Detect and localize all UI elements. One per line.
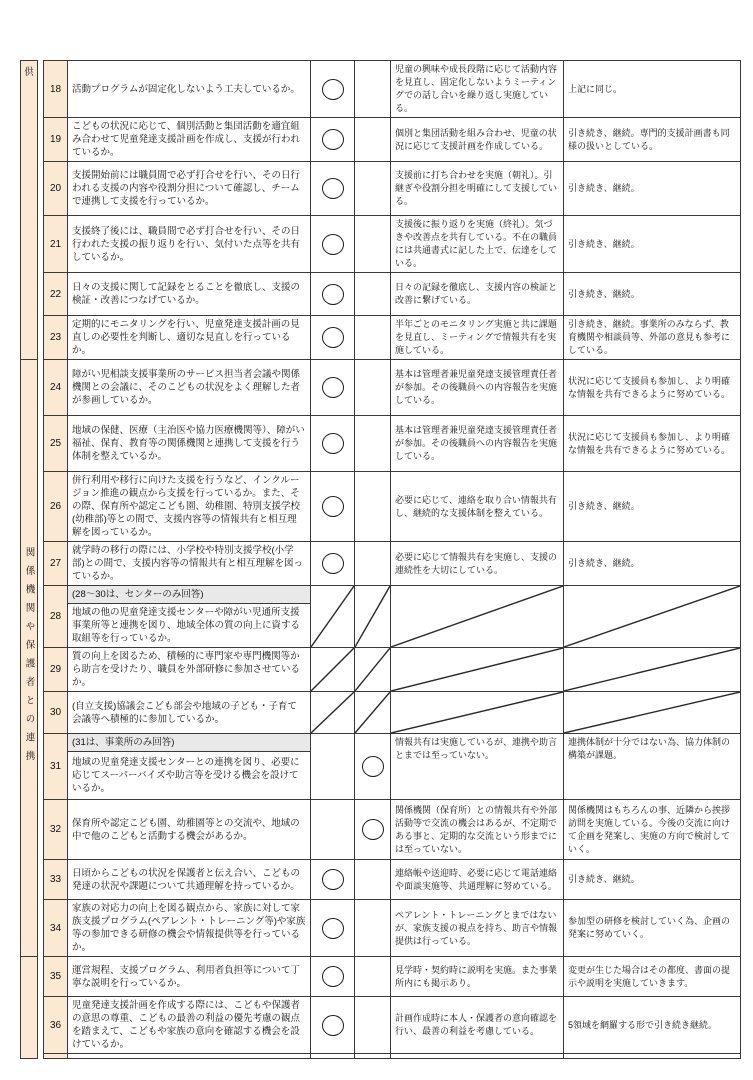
answer-no-cell (355, 800, 391, 860)
answer-yes-cell (311, 800, 355, 860)
circle-mark (322, 178, 344, 199)
diagonal-line-icon (391, 648, 563, 691)
row-number: 22 (44, 273, 68, 316)
note-cell: 引き続き、継続。 (564, 273, 741, 316)
circle-mark (322, 79, 344, 100)
answer-no-cell (355, 542, 391, 586)
answer-no-cell-crossed (355, 648, 391, 692)
answer-no-cell-crossed (355, 692, 391, 734)
detail-cell-crossed (391, 648, 564, 692)
diagonal-line-icon (311, 692, 354, 733)
cutoff-row (21, 1054, 741, 1059)
question-cell: 就学時の移行の際には、小学校や特別支援学校(小学部)との間で、支援内容等の情報共有と相互理解を図っているか。 (68, 542, 311, 586)
question-cell: 定期的にモニタリングを行い、児童発達支援計画の見直しの必要性を判断し、適切な見直しを行っているか。 (68, 316, 311, 360)
detail-cell: 必要に応じて情報共有を実施し、支援の連続性を大切にしている。 (391, 542, 564, 586)
diagonal-line-icon (311, 586, 354, 647)
note-cell: 引き続き、継続。 (564, 472, 741, 542)
row-number: 35 (44, 957, 68, 997)
answer-yes-cell (311, 734, 355, 800)
question-cell: 活動プログラムが固定化しないよう工夫しているか。 (68, 61, 311, 118)
row-number: 24 (44, 360, 68, 416)
note-cell: 上記に同じ。 (564, 61, 741, 118)
table-row (21, 648, 741, 692)
detail-cell: 見学時・契約時に説明を実施。また事業所内にも掲示あり。 (391, 957, 564, 997)
answer-yes-cell-crossed (311, 648, 355, 692)
question-cell: 併行利用や移行に向けた支援を行うなど、インクルージョン推進の観点から支援を行っているか。また、その際、保育所や認定こども園、幼稚園、特別支援学校(幼稚部)等との間で、支援内容等の情報共有と相互理解を図っているか。 (68, 472, 311, 542)
row-number: 29 (44, 648, 68, 692)
row-number: 21 (44, 216, 68, 273)
diagonal-line-icon (564, 586, 740, 647)
circle-mark (322, 553, 344, 574)
answer-yes-cell (311, 216, 355, 273)
answer-no-cell (355, 860, 391, 900)
answer-no-cell (355, 61, 391, 118)
table-row (21, 61, 741, 118)
circle-mark (322, 918, 344, 939)
diagonal-line-icon (355, 648, 390, 691)
answer-yes-cell (311, 472, 355, 542)
answer-yes-cell (311, 118, 355, 162)
row-number: 32 (44, 800, 68, 860)
answer-yes-cell (311, 1054, 355, 1059)
answer-yes-cell (311, 360, 355, 416)
circle-mark (362, 756, 384, 777)
table-row (21, 900, 741, 957)
answer-yes-cell (311, 957, 355, 997)
circle-mark (362, 819, 384, 840)
note-cell-crossed (564, 586, 741, 648)
evaluation-sheet (20, 60, 741, 1059)
question-cell (68, 1054, 311, 1059)
table-row (21, 416, 741, 472)
diagonal-line-icon (355, 692, 390, 733)
detail-cell: 個別と集団活動を組み合わせ、児童の状況に応じて支援計画を作成している。 (391, 118, 564, 162)
answer-no-cell (355, 216, 391, 273)
answer-no-cell (355, 360, 391, 416)
note-cell: 状況に応じて支援員も参加し、より明確な情報を共有できるように努めている。 (564, 360, 741, 416)
detail-cell: 情報共有は実施しているが、連携や助言とまでは至っていない。 (391, 734, 564, 800)
diagonal-line-icon (311, 648, 354, 691)
diagonal-line-icon (391, 692, 563, 733)
note-cell: 引き続き、継続。 (564, 542, 741, 586)
section-header-row (21, 734, 741, 752)
section-header-row (21, 586, 741, 604)
answer-yes-cell (311, 416, 355, 472)
note-cell (564, 1054, 741, 1059)
circle-mark (322, 377, 344, 398)
circle-mark (322, 234, 344, 255)
question-cell: 日頃からこどもの状況を保護者と伝え合い、こどもの発達の状況や課題について共通理解を持っているか。 (68, 860, 311, 900)
detail-cell: 連絡帳や送迎時、必要に応じて電話連絡や面談実施等、共通理解に努めている。 (391, 860, 564, 900)
circle-mark (322, 966, 344, 987)
group-label: 関係機関や保護者との連携 (23, 547, 35, 769)
answer-yes-cell (311, 997, 355, 1054)
answer-yes-cell (311, 273, 355, 316)
detail-cell-crossed (391, 692, 564, 734)
answer-yes-cell (311, 162, 355, 216)
row-number (44, 1054, 68, 1059)
table-row (21, 360, 741, 416)
note-cell: 引き続き、継続。 (564, 162, 741, 216)
circle-mark (322, 129, 344, 150)
detail-cell: 基本は管理者兼児童発達支援管理責任者が参加。その後職員への内容報告を実施している。 (391, 416, 564, 472)
row-number: 27 (44, 542, 68, 586)
question-cell: 運営規程、支援プログラム、利用者負担等について丁寧な説明を行っているか。 (68, 957, 311, 997)
diagonal-line-icon (391, 586, 563, 647)
row-number: 25 (44, 416, 68, 472)
question-cell: 地域の児童発達支援センターとの連携を図り、必要に応じてスーパーバイズや助言等を受ける機会を設けているか。 (68, 752, 311, 800)
table-row (21, 216, 741, 273)
detail-cell: 日々の記録を徹底し、支援内容の検証と改善に繋げている。 (391, 273, 564, 316)
group-label-cell (21, 61, 38, 360)
question-cell: こどもの状況に応じて、個別活動と集団活動を適宜組み合わせて児童発達支援計画を作成し、支援が行われているか。 (68, 118, 311, 162)
circle-mark (322, 433, 344, 454)
answer-no-cell (355, 416, 391, 472)
note-cell: 関係機関はもちろんの事、近隣から挨拶訪問を実施している。今後の交流に向けて企画を発案し、実施の方向で検討していく。 (564, 800, 741, 860)
section-header: (28～30は、センターのみ回答) (68, 586, 311, 604)
group-label: 供 (24, 67, 34, 78)
group-label-cell (21, 957, 38, 1059)
table-row (21, 273, 741, 316)
detail-cell-crossed (391, 586, 564, 648)
table-row (21, 472, 741, 542)
note-cell: 引き続き、継続。 (564, 860, 741, 900)
row-number: 36 (44, 997, 68, 1054)
note-cell: 5領域を網羅する形で引き続き継続。 (564, 997, 741, 1054)
note-cell-crossed (564, 692, 741, 734)
detail-cell: 支援後に振り返りを実施（終礼）。気づきや改善点を共有している。不在の職員には共通書式に記した上で、伝達をしている。 (391, 216, 564, 273)
answer-yes-cell (311, 316, 355, 360)
answer-yes-cell (311, 542, 355, 586)
question-cell: 地域の保健、医療（主治医や協力医療機関等）、障がい福祉、保育、教育等の関係機関と連携して支援を行う体制を整えているか。 (68, 416, 311, 472)
answer-no-cell (355, 273, 391, 316)
detail-cell: 必要に応じて、連絡を取り合い情報共有し、継続的な支援体制を整えている。 (391, 472, 564, 542)
answer-yes-cell (311, 61, 355, 118)
question-cell: 障がい児相談支援事業所のサービス担当者会議や関係機関との会議に、そのこどもの状況をよく理解した者が参画しているか。 (68, 360, 311, 416)
answer-no-cell-crossed (355, 586, 391, 648)
detail-cell: 支援前に打ち合わせを実施（朝礼）。引継ぎや役割分担を明確にして支援している。 (391, 162, 564, 216)
answer-no-cell (355, 734, 391, 800)
note-cell: 状況に応じて支援員も参加し、より明確な情報を共有できるように努めている。 (564, 416, 741, 472)
answer-no-cell (355, 472, 391, 542)
circle-mark (322, 284, 344, 305)
note-cell-crossed (564, 648, 741, 692)
diagonal-line-icon (355, 586, 390, 647)
answer-no-cell (355, 997, 391, 1054)
answer-no-cell (355, 900, 391, 957)
answer-no-cell (355, 1054, 391, 1059)
row-number: 34 (44, 900, 68, 957)
note-cell: 引き続き、継続。 (564, 216, 741, 273)
row-number: 30 (44, 692, 68, 734)
answer-no-cell (355, 162, 391, 216)
row-number: 18 (44, 61, 68, 118)
table-row (21, 860, 741, 900)
row-number: 26 (44, 472, 68, 542)
answer-yes-cell (311, 860, 355, 900)
diagonal-line-icon (564, 648, 740, 691)
detail-cell: 半年ごとのモニタリング実施と共に課題を見直し、ミーティングで情報共有を実施している。 (391, 316, 564, 360)
note-cell: 引き続き、継続。専門的支援計画書も同様の扱いとしている。 (564, 118, 741, 162)
note-cell: 参加型の研修を検討していく為、企画の発案に努めていく。 (564, 900, 741, 957)
group-label-cell (21, 360, 38, 957)
row-number: 31 (44, 734, 68, 800)
detail-cell: 計画作成時に本人・保護者の意向確認を行い、最善の利益を考慮している。 (391, 997, 564, 1054)
circle-mark (322, 1015, 344, 1036)
circle-mark (322, 327, 344, 348)
question-cell: 児童発達支援計画を作成する際には、こどもや保護者の意思の尊重、こどもの最善の利益の優先考慮の観点を踏まえて、こどもや家族の意向を確認する機会を設けているか。 (68, 997, 311, 1054)
answer-no-cell (355, 316, 391, 360)
note-cell: 引き続き、継続。事業所のみならず、教育機関や相談員等、外部の意見も参考にしている。 (564, 316, 741, 360)
table-row (21, 800, 741, 860)
question-cell: 質の向上を図るため、積極的に専門家や専門機関等から助言を受けたり、職員を外部研修に参加させているか。 (68, 648, 311, 692)
question-cell: (自立支援)協議会こども部会や地域の子ども・子育て会議等へ積極的に参加しているか。 (68, 692, 311, 734)
question-cell: 支援開始前には職員間で必ず打合せを行い、その日行われる支援の内容や役割分担について確認し、チームで連携して支援を行っているか。 (68, 162, 311, 216)
answer-no-cell (355, 957, 391, 997)
row-number: 19 (44, 118, 68, 162)
question-cell: 地域の他の児童発達支援センターや障がい児通所支援事業所等と連携を図り、地域全体の質の向上に資する取組等を行っているか。 (68, 604, 311, 648)
question-cell: 家族の対応力の向上を図る観点から、家族に対して家族支援プログラム(ペアレント・トレーニング等)や家族等の参加できる研修の機会や情報提供等を行っているか。 (68, 900, 311, 957)
answer-yes-cell (311, 900, 355, 957)
answer-yes-cell-crossed (311, 692, 355, 734)
note-cell: 連携体制が十分ではない為、協力体制の構築が課題。 (564, 734, 741, 800)
question-cell: 保育所や認定こども園、幼稚園等との交流や、地域の中で他のこどもと活動する機会があるか。 (68, 800, 311, 860)
table-row (21, 316, 741, 360)
detail-cell: 児童の興味や成長段階に応じて活動内容を見直し、固定化しないようミーティングでの話し合いを繰り返し実施している。 (391, 61, 564, 118)
question-cell: 支援終了後には、職員間で必ず打合せを行い、その日行われた支援の振り返りを行い、気付いた点等を共有しているか。 (68, 216, 311, 273)
table-row (21, 997, 741, 1054)
row-number: 28 (44, 586, 68, 648)
self-evaluation-table (20, 60, 741, 1059)
circle-mark (322, 496, 344, 517)
circle-mark (322, 869, 344, 890)
row-number: 23 (44, 316, 68, 360)
detail-cell: 関係機関（保育所）との情報共有や外部活動等で交流の機会はあるが、不定期である事と、定期的な交流という形までには至っていない。 (391, 800, 564, 860)
table-row (21, 162, 741, 216)
row-number: 20 (44, 162, 68, 216)
detail-cell: ペアレント・トレーニングとまではないが、家族支援の視点を持ち、助言や情報提供は行っている。 (391, 900, 564, 957)
table-row (21, 957, 741, 997)
table-row (21, 118, 741, 162)
row-number: 33 (44, 860, 68, 900)
detail-cell (391, 1054, 564, 1059)
answer-yes-cell-crossed (311, 586, 355, 648)
question-cell: 日々の支援に関して記録をとることを徹底し、支援の検証・改善につなげているか。 (68, 273, 311, 316)
table-row (21, 542, 741, 586)
note-cell: 変更が生じた場合はその都度、書面の提示や説明を実施していきます。 (564, 957, 741, 997)
diagonal-line-icon (564, 692, 740, 733)
detail-cell: 基本は管理者兼児童発達支援管理責任者が参加。その後職員への内容報告を実施している。 (391, 360, 564, 416)
answer-no-cell (355, 118, 391, 162)
section-header: (31は、事業所のみ回答) (68, 734, 311, 752)
table-row (21, 692, 741, 734)
